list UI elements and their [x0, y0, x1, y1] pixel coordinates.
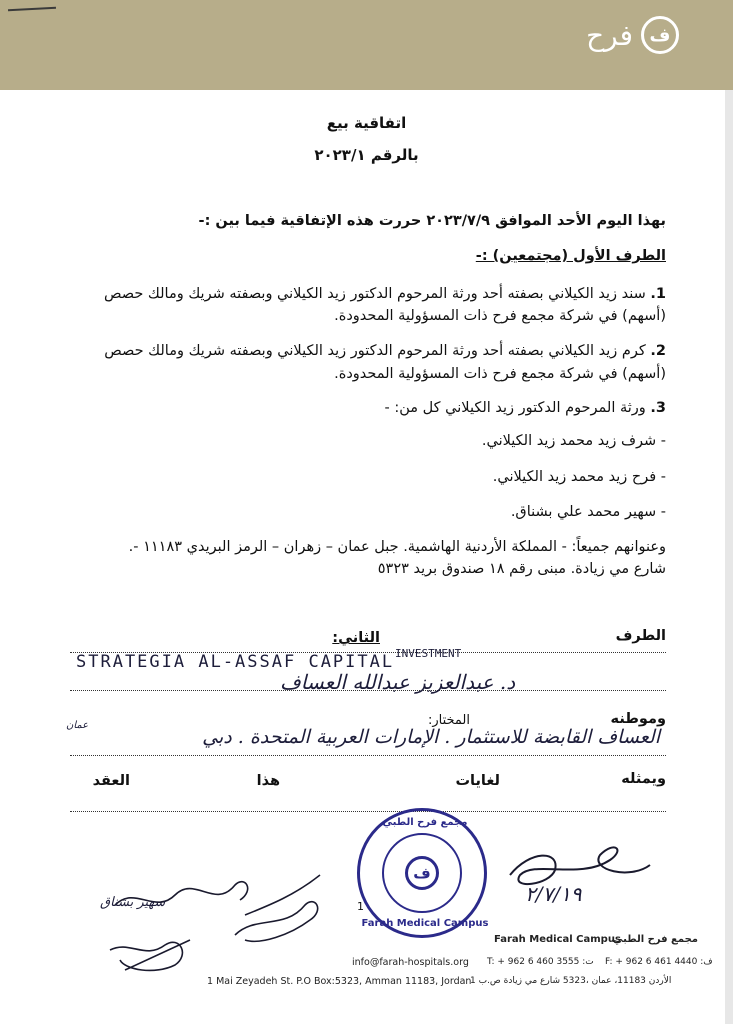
item-text: ورثة المرحوم الدكتور زيد الكيلاني كل من: -	[384, 400, 646, 416]
footer-email: info@farah-hospitals.org	[352, 957, 469, 968]
second-party-label-b-text: الثاني:	[332, 630, 380, 646]
dotted-line	[70, 811, 666, 812]
intro-text: بهذا اليوم الأحد الموافق ٢٠٢٣/٧/٩ حررت هذه الإتفاقية فيما بين :-	[198, 213, 666, 229]
left-signatures	[95, 855, 345, 985]
second-party-label: الطرف	[615, 628, 666, 644]
footer-brand-ar: مجمع فرح الطبي	[613, 934, 698, 945]
seal-bottom-text: Farah Medical Campus	[361, 918, 489, 929]
handwritten-investment: INVESTMENT	[395, 647, 462, 660]
footer-address-ar: الأردن 11183، عمان ،5323 شارع مي زيادة ص.ب 1	[470, 976, 672, 986]
seal-inner-ring	[382, 833, 462, 913]
letterhead-band	[0, 0, 733, 90]
logo-text: فرح	[586, 18, 633, 52]
first-party-heading-text: الطرف الأول (مجتمعين) :-	[475, 248, 666, 264]
purposes-label: لغايات	[455, 773, 500, 789]
chosen-label: المختار:	[427, 713, 470, 728]
heir-3: - سهير محمد علي بشناق.	[510, 504, 666, 520]
address-line-2: شارع مي زيادة. مبنى رقم ١٨ صندوق بريد ٥٣٢٣	[377, 561, 666, 577]
handwritten-domicile: العساف القابضة للاستثمار . الإمارات العربية المتحدة . دبي	[202, 726, 660, 748]
party-item-2-cont: (أسهم) في شركة مجمع فرح ذات المسؤولية المحدودة.	[334, 366, 666, 382]
dotted-line	[70, 755, 666, 756]
party-item-2	[60, 343, 666, 359]
seal-top-text: مجمع فرح الطبي	[382, 817, 468, 828]
party-item-1-cont: (أسهم) في شركة مجمع فرح ذات المسؤولية المحدودة.	[334, 308, 666, 324]
contract-label: العقد	[92, 773, 130, 789]
domicile-label: وموطنه	[610, 711, 666, 727]
heir-1: - شرف زيد محمد زيد الكيلاني.	[481, 433, 666, 449]
handwritten-city: عمان	[66, 720, 89, 731]
second-party-label-b	[300, 630, 380, 646]
footer-address-en: 1 Mai Zeyadeh St. P.O Box:5323, Amman 11183, Jordan	[207, 976, 472, 987]
heir-2: - فرح زيد محمد زيد الكيلاني.	[492, 469, 666, 485]
party-item-3	[60, 400, 666, 416]
handwritten-name: د. عبدالعزيز عبدالله العساف	[280, 670, 516, 694]
represents-label: ويمثله	[621, 771, 666, 787]
party-item-1	[60, 286, 666, 302]
footer-fax: F: + 962 6 461 4440 :ف	[605, 957, 713, 967]
this-label: هذا	[256, 773, 280, 789]
document-title: اتفاقية بيع	[326, 114, 407, 132]
item-text: كرم زيد الكيلاني بصفته أحد ورثة المرحوم الدكتور زيد الكيلاني وبصفته شريك ومالك حصص	[104, 343, 646, 359]
item-text: سند زيد الكيلاني بصفته أحد ورثة المرحوم الدكتور زيد الكيلاني وبصفته شريك ومالك حصص	[103, 286, 646, 302]
page-number: 1	[357, 900, 364, 913]
item-number: 3.	[650, 400, 666, 416]
document-number: بالرقم ٢٠٢٣/١	[314, 146, 419, 164]
address-line-1: وعنوانهم جميعاً: - المملكة الأردنية الهاشمية. جبل عمان – زهران – الرمز البريدي ١١١٨٣ -.	[128, 539, 666, 555]
company-seal	[357, 808, 487, 938]
first-party-heading	[60, 248, 666, 264]
handwritten-company: STRATEGIA AL-ASSAF CAPITAL	[76, 652, 395, 672]
item-number: 2.	[650, 343, 666, 359]
footer-phone: T: + 962 6 460 3555 :ت	[487, 957, 594, 967]
left-signature-name: سهير بشناق	[100, 895, 166, 910]
seal-logo-icon: ف	[405, 856, 439, 890]
item-number: 1.	[650, 286, 666, 302]
footer-brand-en: Farah Medical Campus	[494, 934, 621, 945]
right-signature-date: ٢/٧/١٩	[525, 882, 582, 906]
farah-logo	[586, 16, 679, 54]
farah-logo-icon: ف	[641, 16, 679, 54]
right-signature	[490, 830, 660, 920]
pen-mark	[8, 7, 56, 12]
page-edge	[725, 90, 733, 1024]
